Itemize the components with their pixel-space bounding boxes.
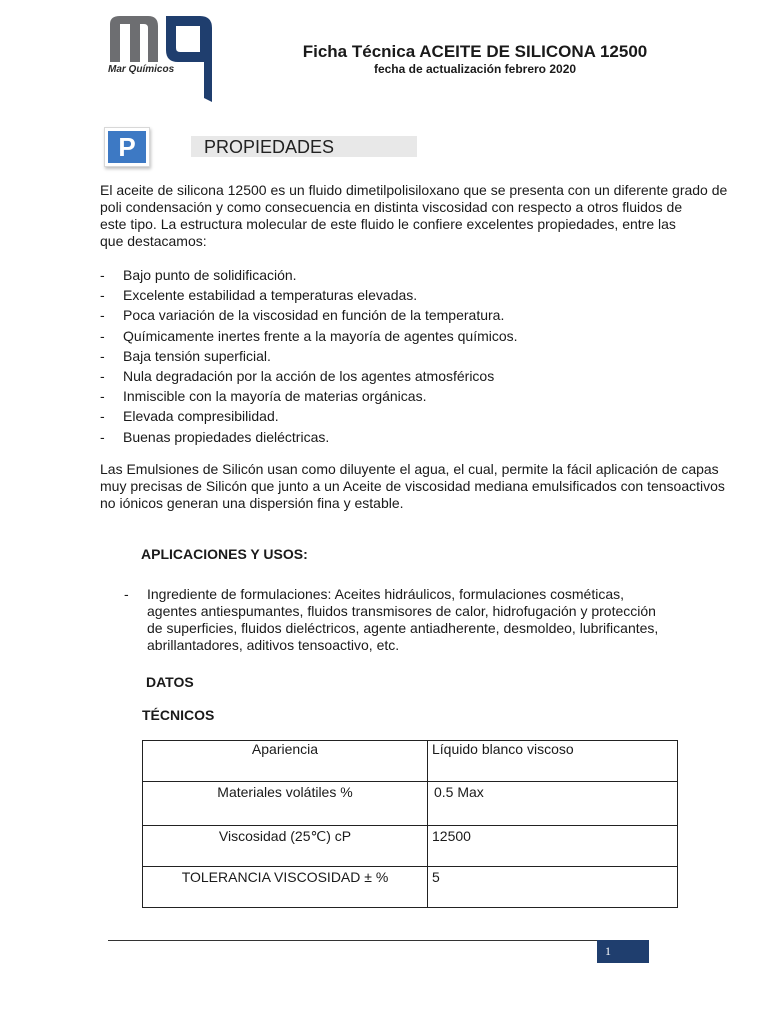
table-cell-label: Materiales volátiles % — [143, 782, 428, 826]
bullet-dash: - — [100, 347, 105, 364]
document-subtitle: fecha de actualización febrero 2020 — [373, 62, 577, 76]
list-item-text: Bajo punto de solidificación. — [123, 267, 297, 283]
list-item — [100, 408, 720, 428]
list-item — [100, 429, 720, 449]
table-row — [143, 782, 678, 826]
logo-mark-icon — [108, 14, 214, 104]
applications-line: agentes antiespumantes, fluidos transmisores de calor, hidrofugación y protección — [147, 603, 656, 619]
truncated-text-line — [100, 522, 280, 528]
bullet-dash: - — [100, 408, 105, 425]
list-item — [100, 307, 720, 327]
list-item-text: Poca variación de la viscosidad en función de la temperatura. — [123, 307, 505, 324]
bullet-dash: - — [100, 307, 105, 324]
list-item-text: Nula degradación por la acción de los agentes atmosféricos — [123, 367, 495, 384]
bullet-dash: - — [100, 388, 105, 405]
applications-line: Ingrediente de formulaciones: Aceites hidráulicos, formulaciones cosméticas, — [147, 586, 625, 602]
intro-line: que destacamos: — [100, 233, 207, 249]
logo-text: Mar Químicos — [108, 64, 175, 75]
intro-line: poli condensación y como consecuencia en distinta viscosidad con respecto a otros fluidos de — [100, 199, 683, 215]
document-title: Ficha Técnica ACEITE DE SILICONA 12500 — [302, 42, 648, 61]
datos-heading: DATOS — [146, 674, 194, 690]
list-item — [100, 328, 720, 348]
list-item-text: Baja tensión superficial. — [123, 347, 271, 364]
emulsions-line: Las Emulsiones de Silicón usan como diluyente el agua, el cual, permite la fácil aplicación de capas — [100, 461, 719, 477]
list-item-text: Inmiscible con la mayoría de materias orgánicas. — [123, 388, 427, 405]
list-item — [100, 348, 720, 368]
section-badge-letter: P — [108, 131, 146, 163]
section-badge — [104, 127, 150, 167]
list-item-text: Excelente estabilidad a temperaturas elevadas. — [123, 287, 418, 304]
table-cell-label: TOLERANCIA VISCOSIDAD ± % — [143, 867, 428, 908]
bullet-dash: - — [100, 287, 105, 304]
list-item-text: Químicamente inertes frente a la mayoría de agentes químicos. — [123, 327, 518, 344]
list-item — [100, 267, 720, 287]
list-item-text: Elevada compresibilidad. — [123, 408, 279, 425]
table-cell-value: 0.5 Max — [428, 782, 678, 826]
list-item — [100, 388, 720, 408]
intro-line: este tipo. La estructura molecular de este fluido le confiere excelentes propiedades, entre las — [100, 216, 676, 232]
table-cell-value: 5 — [428, 867, 678, 908]
bullet-dash: - — [100, 327, 105, 344]
list-item-text: Buenas propiedades dieléctricas. — [123, 428, 330, 445]
technical-data-table — [142, 740, 678, 908]
list-item — [100, 368, 720, 388]
list-item — [100, 287, 720, 307]
table-row — [143, 867, 678, 908]
applications-text — [147, 586, 707, 654]
table-cell-label: Apariencia — [143, 741, 428, 782]
table-cell-label: Viscosidad (25℃) cP — [143, 826, 428, 867]
intro-paragraph — [100, 182, 730, 250]
bullet-dash: - — [124, 586, 129, 602]
table-row — [143, 826, 678, 867]
bullet-dash: - — [100, 367, 105, 384]
table-cell-value: Líquido blanco viscoso — [428, 741, 678, 782]
table-cell-value: 12500 — [428, 826, 678, 867]
emulsions-paragraph — [100, 461, 730, 512]
page-number-box — [597, 940, 649, 963]
intro-line: El aceite de silicona 12500 es un fluido dimetilpolisiloxano que se presenta con un diferente grado de — [100, 182, 728, 198]
applications-line: de superficies, fluidos dieléctricos, agente antiadherente, desmoldeo, lubrificantes, — [147, 620, 659, 636]
section-title: PROPIEDADES — [204, 137, 335, 157]
bullet-dash: - — [100, 428, 105, 445]
applications-heading: APLICACIONES Y USOS: — [141, 546, 308, 562]
footer-rule — [108, 940, 649, 941]
mar-quimicos-logo — [108, 14, 214, 104]
emulsions-line: muy precisas de Silicón que junto a un Aceite de viscosidad mediana emulsificados con tensoactivos — [100, 478, 725, 494]
table-row — [143, 741, 678, 782]
page-number: 1 — [605, 944, 611, 958]
tecnicos-heading: TÉCNICOS — [142, 707, 215, 723]
bullet-dash: - — [100, 267, 105, 283]
emulsions-line: no iónicos generan una dispersión fina y estable. — [100, 495, 404, 511]
applications-line: abrillantadores, aditivos tensoactivo, etc. — [147, 637, 400, 653]
properties-list — [100, 267, 720, 449]
